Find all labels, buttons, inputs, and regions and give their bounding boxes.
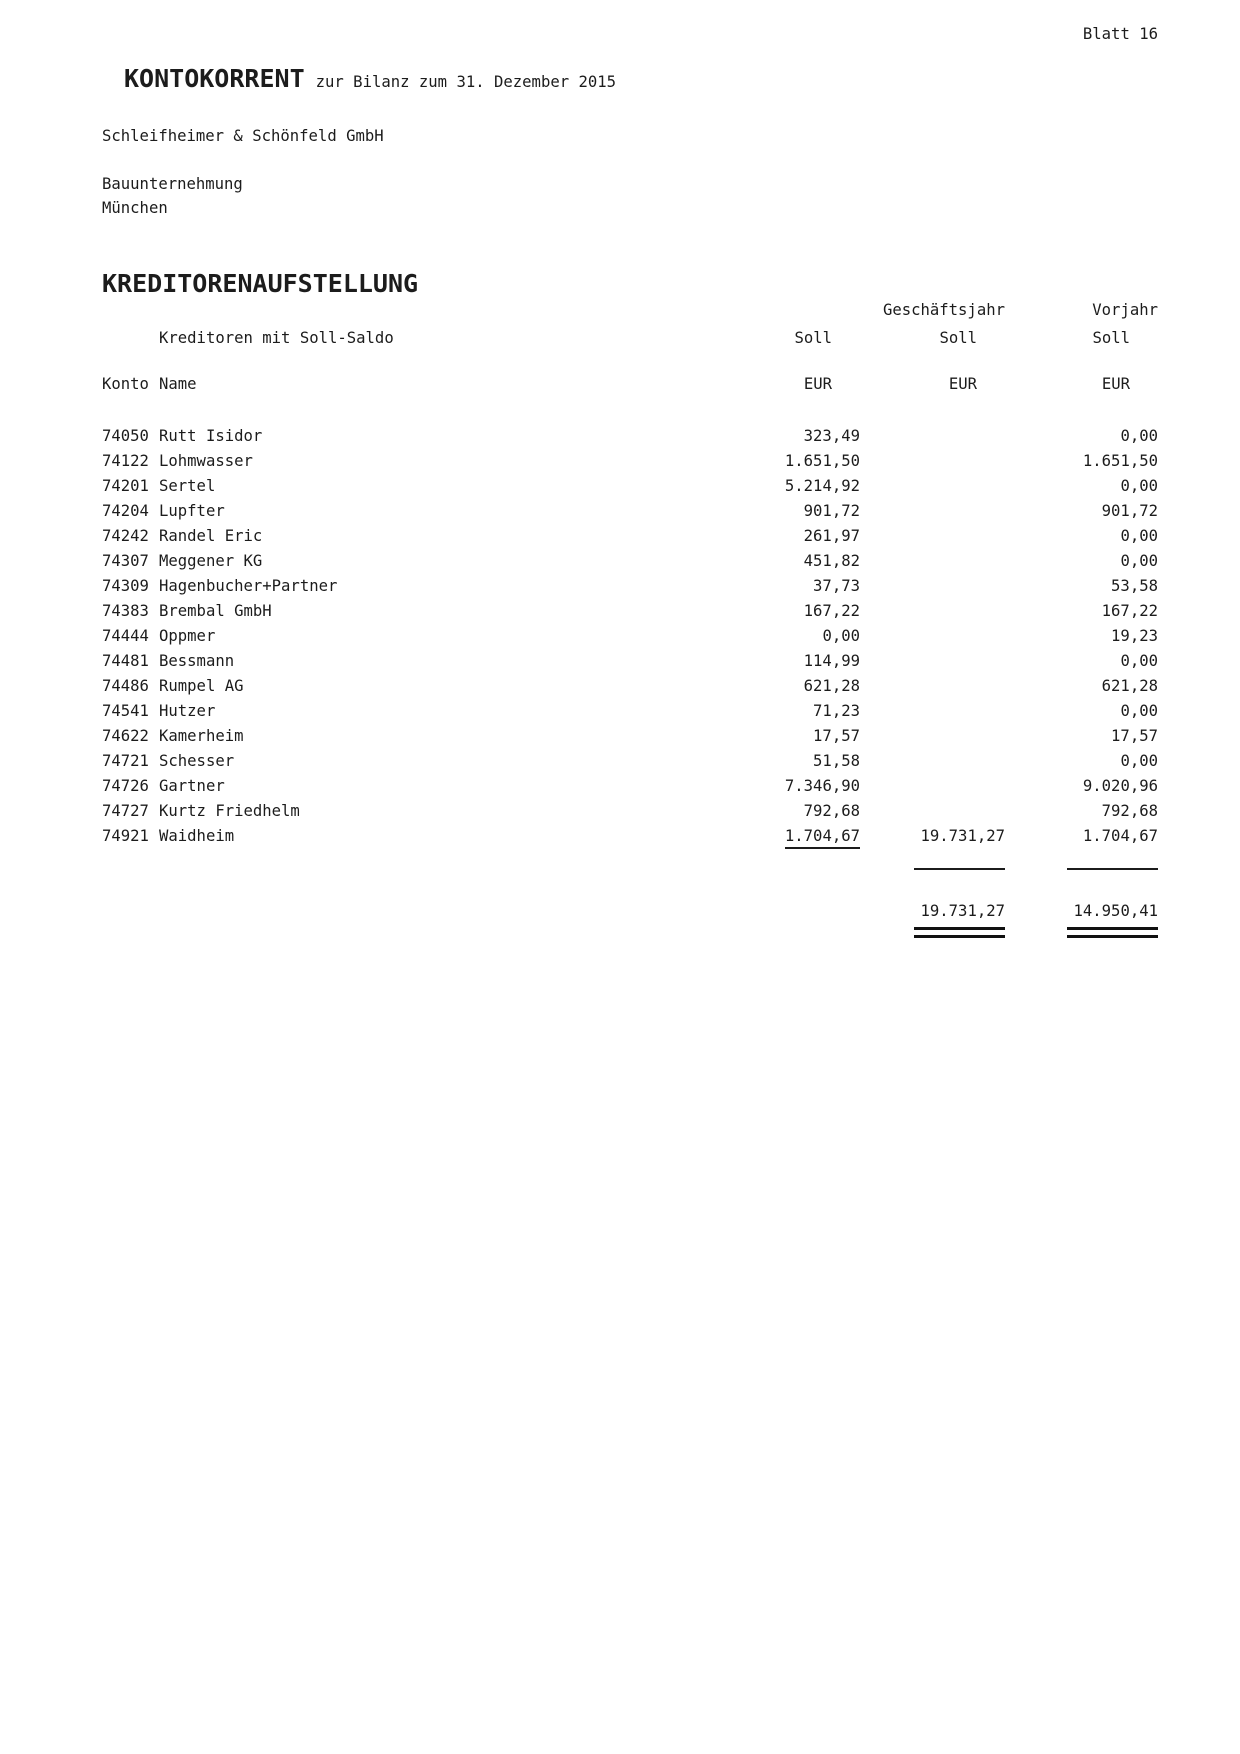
konto-cell: 74622: [102, 727, 149, 745]
soll-cell: 1.704,67: [710, 824, 860, 849]
name-cell: Hutzer: [159, 702, 216, 720]
name-cell: Oppmer: [159, 627, 216, 645]
company-business-type: Bauunternehmung: [102, 175, 243, 193]
soll-cell: 37,73: [813, 577, 860, 595]
soll-cell: 901,72: [803, 502, 860, 520]
table-row: [102, 549, 1158, 574]
geschaeftsjahr-cell: [860, 674, 1005, 699]
name-cell: Waidheim: [159, 827, 235, 845]
geschaeftsjahr-cell: [860, 799, 1005, 824]
totals-row: [102, 901, 1158, 921]
creditor-rows: [102, 424, 1158, 849]
column-header-prior-year: Vorjahr: [1092, 301, 1158, 319]
name-cell: Sertel: [159, 477, 216, 495]
soll-cell: 71,23: [813, 702, 860, 720]
soll-cell: 451,82: [803, 552, 860, 570]
subtotal-rule-geschaeftsjahr: [914, 868, 1005, 870]
soll-header-1: Soll: [794, 329, 832, 347]
table-row: [102, 599, 1158, 624]
soll-cell: 17,57: [813, 727, 860, 745]
vorjahr-cell: 19,23: [1111, 627, 1158, 645]
soll-cell: 261,97: [803, 527, 860, 545]
document-title-row: [124, 64, 616, 94]
soll-cell: 792,68: [803, 802, 860, 820]
geschaeftsjahr-cell: [860, 649, 1005, 674]
konto-cell: 74122: [102, 452, 149, 470]
soll-cell: 323,49: [803, 427, 860, 445]
company-name: Schleifheimer & Schönfeld GmbH: [102, 127, 384, 145]
vorjahr-cell: 9.020,96: [1082, 777, 1158, 795]
konto-cell: 74050: [102, 427, 149, 445]
name-cell: Hagenbucher+Partner: [159, 577, 338, 595]
geschaeftsjahr-cell: [860, 424, 1005, 449]
table-row: [102, 574, 1158, 599]
name-cell: Kamerheim: [159, 727, 244, 745]
soll-cell: 0,00: [822, 627, 860, 645]
subtotal-rule-vorjahr: [1067, 868, 1158, 870]
vorjahr-cell: 0,00: [1120, 427, 1158, 445]
name-cell: Gartner: [159, 777, 225, 795]
vorjahr-cell: 1.704,67: [1082, 827, 1158, 845]
geschaeftsjahr-cell: [860, 599, 1005, 624]
table-row: [102, 524, 1158, 549]
geschaeftsjahr-cell: [860, 574, 1005, 599]
geschaeftsjahr-cell: [860, 724, 1005, 749]
geschaeftsjahr-cell: [860, 699, 1005, 724]
table-row: [102, 474, 1158, 499]
soll-cell: 167,22: [803, 602, 860, 620]
konto-header: Konto: [102, 375, 149, 393]
name-cell: Schesser: [159, 752, 235, 770]
name-cell: Kurtz Friedhelm: [159, 802, 300, 820]
geschaeftsjahr-cell: 19.731,27: [920, 827, 1005, 845]
column-year-headers: [102, 300, 1158, 320]
table-row: [102, 424, 1158, 449]
eur-header-3: EUR: [1101, 375, 1130, 393]
name-cell: Lupfter: [159, 502, 225, 520]
soll-cell: 621,28: [803, 677, 860, 695]
name-cell: Meggener KG: [159, 552, 263, 570]
group-label: Kreditoren mit Soll-Saldo: [159, 329, 394, 347]
soll-cell: 5.214,92: [784, 477, 860, 495]
konto-cell: 74307: [102, 552, 149, 570]
konto-cell: 74242: [102, 527, 149, 545]
name-cell: Randel Eric: [159, 527, 263, 545]
konto-cell: 74486: [102, 677, 149, 695]
geschaeftsjahr-cell: [860, 624, 1005, 649]
page-title: KONTOKORRENT: [124, 64, 305, 93]
total-vorjahr: 14.950,41: [1073, 902, 1158, 920]
vorjahr-cell: 0,00: [1120, 652, 1158, 670]
table-row: [102, 749, 1158, 774]
vorjahr-cell: 1.651,50: [1082, 452, 1158, 470]
konto-cell: 74721: [102, 752, 149, 770]
vorjahr-cell: 0,00: [1120, 477, 1158, 495]
table-row: [102, 624, 1158, 649]
soll-header-3: Soll: [1092, 329, 1130, 347]
name-cell: Lohmwasser: [159, 452, 253, 470]
table-row: [102, 674, 1158, 699]
konto-cell: 74727: [102, 802, 149, 820]
geschaeftsjahr-cell: [860, 474, 1005, 499]
page-subtitle: zur Bilanz zum 31. Dezember 2015: [315, 73, 617, 91]
name-header: Name: [159, 375, 197, 393]
column-header-current-year: Geschäftsjahr: [882, 301, 1005, 319]
geschaeftsjahr-cell: [860, 749, 1005, 774]
eur-header-2: EUR: [948, 375, 977, 393]
geschaeftsjahr-cell: [860, 774, 1005, 799]
name-cell: Bessmann: [159, 652, 235, 670]
eur-header-1: EUR: [803, 375, 832, 393]
table-row: [102, 499, 1158, 524]
soll-cell: 51,58: [813, 752, 860, 770]
konto-cell: 74383: [102, 602, 149, 620]
vorjahr-cell: 0,00: [1120, 552, 1158, 570]
report-heading: KREDITORENAUFSTELLUNG: [102, 269, 419, 298]
geschaeftsjahr-cell: [860, 549, 1005, 574]
geschaeftsjahr-cell: [860, 499, 1005, 524]
vorjahr-cell: 53,58: [1111, 577, 1158, 595]
soll-header-2: Soll: [939, 329, 977, 347]
konto-cell: 74444: [102, 627, 149, 645]
geschaeftsjahr-cell: [860, 449, 1005, 474]
konto-cell: 74204: [102, 502, 149, 520]
table-row: [102, 724, 1158, 749]
table-row: [102, 824, 1158, 849]
table-row: [102, 774, 1158, 799]
vorjahr-cell: 0,00: [1120, 702, 1158, 720]
konto-cell: 74309: [102, 577, 149, 595]
konto-cell: 74481: [102, 652, 149, 670]
grand-total-double-rule-geschaeftsjahr: [914, 927, 1005, 938]
konto-cell: 74921: [102, 827, 149, 845]
konto-cell: 74726: [102, 777, 149, 795]
table-row: [102, 449, 1158, 474]
name-cell: Rumpel AG: [159, 677, 244, 695]
vorjahr-cell: 901,72: [1101, 502, 1158, 520]
konto-cell: 74541: [102, 702, 149, 720]
vorjahr-cell: 792,68: [1101, 802, 1158, 820]
table-row: [102, 799, 1158, 824]
soll-cell: 7.346,90: [784, 777, 860, 795]
vorjahr-cell: 17,57: [1111, 727, 1158, 745]
soll-cell: 1.651,50: [784, 452, 860, 470]
soll-cell: 114,99: [803, 652, 860, 670]
vorjahr-cell: 0,00: [1120, 752, 1158, 770]
total-geschaeftsjahr: 19.731,27: [920, 902, 1005, 920]
vorjahr-cell: 0,00: [1120, 527, 1158, 545]
grand-total-double-rule-vorjahr: [1067, 927, 1158, 938]
name-cell: Rutt Isidor: [159, 427, 263, 445]
name-cell: Brembal GmbH: [159, 602, 272, 620]
geschaeftsjahr-cell: [860, 524, 1005, 549]
column-field-headers: [102, 374, 1158, 394]
table-row: [102, 649, 1158, 674]
konto-cell: 74201: [102, 477, 149, 495]
vorjahr-cell: 167,22: [1101, 602, 1158, 620]
column-soll-headers: [102, 328, 1158, 348]
table-row: [102, 699, 1158, 724]
sheet-number: Blatt 16: [1082, 25, 1158, 43]
company-city: München: [102, 199, 168, 217]
vorjahr-cell: 621,28: [1101, 677, 1158, 695]
